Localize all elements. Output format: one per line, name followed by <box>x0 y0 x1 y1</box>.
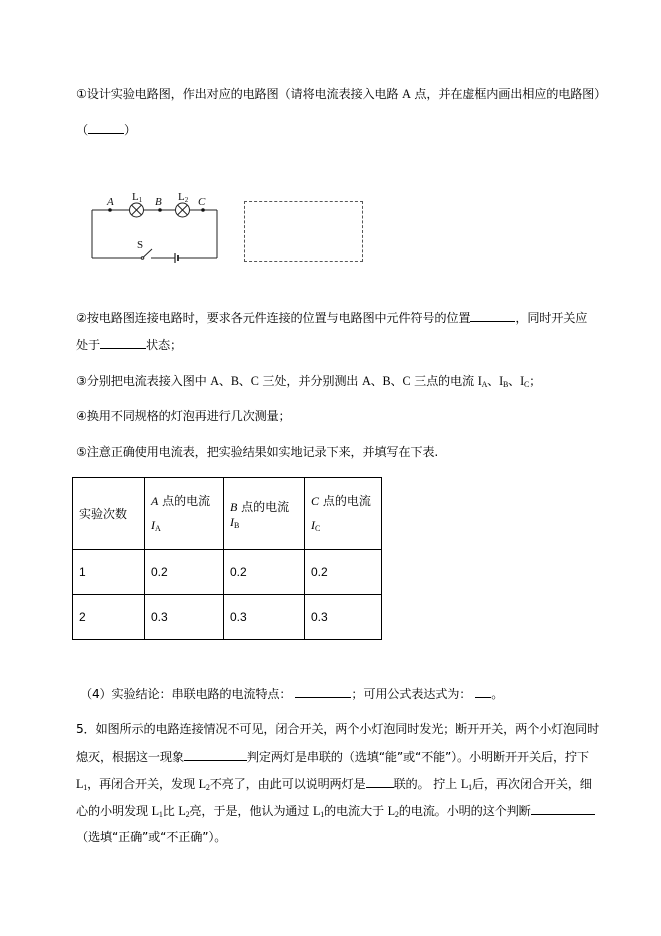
step3-points-1: A、B、C <box>210 374 259 388</box>
sep: 、 <box>487 374 500 388</box>
cell-ib: 0.2 <box>224 550 305 595</box>
label-l2 <box>178 191 189 204</box>
header-current-a <box>145 478 224 550</box>
step2-text: ②按电路图连接电路时，要求各元件连接的位置与电路图中元件符号的位置 <box>76 311 471 325</box>
conclusion-line <box>80 685 503 702</box>
header-current-c <box>305 478 382 550</box>
label-l2-letter: L <box>178 191 185 203</box>
sub-1: 1 <box>83 783 88 792</box>
q5-text-h: 比 <box>162 804 179 818</box>
conclusion-characteristic-blank[interactable] <box>295 685 351 698</box>
step5-instruction: ⑤注意正确使用电流表，把实验结果如实地记录下来，并填写在下表. <box>76 445 439 459</box>
step1-answer-line <box>76 121 136 138</box>
header-c-i: I <box>311 517 315 532</box>
step1-text: ①设计实验电路图，作出对应的电路图（请将电流表接入电路 <box>76 87 403 101</box>
header-a-point: A <box>151 493 159 508</box>
step2-switch-state-blank[interactable] <box>100 336 146 349</box>
q5-text-c: ，再闭合开关，发现 <box>87 777 199 791</box>
header-b-sub: B <box>234 520 240 530</box>
conclusion-formula-blank[interactable] <box>475 685 491 698</box>
sub-2: 2 <box>394 810 399 819</box>
cell-ic: 0.2 <box>305 550 382 595</box>
label-s: S <box>137 239 144 251</box>
cell-ia: 0.3 <box>145 595 224 640</box>
q5-line5: （选填“正确”或“不正确”）。 <box>76 830 227 844</box>
q5-text-i: 亮，于是，他认为通过 <box>189 804 313 818</box>
conclusion-text-b: ；可用公式表达式为： <box>351 687 472 701</box>
q5-text-j: 的电流大于 <box>324 804 388 818</box>
q5-can-cannot-blank[interactable] <box>184 748 247 761</box>
step2-line1 <box>76 309 587 326</box>
step2-position-blank[interactable] <box>470 309 515 322</box>
header-current-b <box>224 478 305 550</box>
q5-text-k: 的电流。小明的这个判断 <box>398 804 531 818</box>
lamp-l1-ref: L <box>151 804 159 818</box>
step1-text-end: 点，并在虚框内画出相应的电路图） <box>410 87 607 101</box>
label-l2-sub: 2 <box>184 196 189 204</box>
header-a-text: 点的电流 <box>158 493 211 508</box>
step4-instruction: ④换用不同规格的灯泡再进行几次测量； <box>76 409 291 423</box>
step2-text-c: 处于 <box>76 338 100 352</box>
sub-2: 2 <box>185 810 190 819</box>
battery-icon <box>175 253 178 263</box>
drawing-area-dashed-box[interactable] <box>244 201 363 262</box>
q5-text-d: 不亮了，由此可以说明两灯是 <box>209 777 366 791</box>
label-l1 <box>132 191 143 204</box>
step3-text-c: 三点的电流 <box>410 374 478 388</box>
header-b-i: I <box>230 514 234 529</box>
lamp-l2-ref: L <box>178 804 186 818</box>
table-row <box>73 550 382 595</box>
label-l1-sub: 1 <box>138 196 143 204</box>
header-b-point: B <box>230 499 238 514</box>
step2-text-d: 状态； <box>145 338 182 352</box>
step2-text-b: ，同时开关应 <box>515 311 588 325</box>
sub-a: A <box>481 380 488 389</box>
lamp-l2-ref: L <box>387 804 395 818</box>
series-circuit-diagram <box>80 186 225 270</box>
node-c-dot <box>201 208 205 212</box>
header-a-sub: A <box>155 523 161 533</box>
header-c-point: C <box>311 493 320 508</box>
table-row <box>73 595 382 640</box>
cell-ic: 0.3 <box>305 595 382 640</box>
label-c: C <box>198 196 206 208</box>
lamp-l2-icon <box>176 203 190 217</box>
q5-line2 <box>76 748 589 765</box>
step2-line2 <box>76 336 182 353</box>
header-c-sub: C <box>315 523 321 533</box>
step3-end: ； <box>529 374 542 388</box>
cell-ia: 0.2 <box>145 550 224 595</box>
header-trial-count: 实验次数 <box>73 478 145 550</box>
sub-b: B <box>503 380 509 389</box>
q5-text-a: 熄灭，根据这一现象 <box>76 750 184 764</box>
label-l1-letter: L <box>132 191 139 203</box>
sub-2: 2 <box>205 783 210 792</box>
label-b: B <box>155 196 162 208</box>
paren-close: ） <box>124 123 136 137</box>
q5-connection-type-blank[interactable] <box>366 775 394 788</box>
conclusion-text-a: （4）实验结论：串联电路的电流特点： <box>80 687 292 701</box>
current-ia: I <box>477 374 482 388</box>
node-b-dot <box>158 208 162 212</box>
lamp-l1-ref: L <box>460 777 469 791</box>
lamp-l1-icon <box>130 203 144 217</box>
sub-1: 1 <box>320 810 325 819</box>
sub-1: 1 <box>158 810 163 819</box>
q5-line4 <box>76 802 595 823</box>
point-a-label: A <box>402 87 411 101</box>
paren-open: （ <box>76 123 88 137</box>
step1-instruction <box>76 86 606 102</box>
header-b-text: 点的电流 <box>237 499 290 514</box>
q5-text-f: 后，再次闭合开关，细 <box>471 777 592 791</box>
step3-instruction <box>76 373 541 393</box>
sub-c: C <box>524 380 530 389</box>
lamp-l1-ref: L <box>76 777 84 791</box>
sep: 、 <box>508 374 521 388</box>
table-header-row <box>73 478 382 550</box>
q5-text-b: 判定两灯是串联的（选填“能”或“不能”）。小明断开开关后，拧下 <box>246 750 589 764</box>
q5-line1: 5．如图所示的电路连接情况不可见，闭合开关，两个小灯泡同时发光；断开开关，两个小灯泡同时 <box>76 722 600 736</box>
label-a: A <box>107 196 114 208</box>
node-a-dot <box>108 208 112 212</box>
step1-answer-blank[interactable] <box>88 121 124 134</box>
q5-text-g: 心的小明发现 <box>76 804 152 818</box>
cell-ib: 0.3 <box>224 595 305 640</box>
sub-1: 1 <box>468 783 472 792</box>
current-ib: I <box>499 374 503 388</box>
q5-line3 <box>76 775 592 796</box>
header-c-text: 点的电流 <box>319 493 371 508</box>
current-ic: I <box>520 374 524 388</box>
header-a-i: I <box>151 517 155 532</box>
cell-trial: 1 <box>73 550 145 595</box>
step3-points-2: A、B、C <box>361 374 411 388</box>
cell-trial: 2 <box>73 595 145 640</box>
lamp-l1-ref: L <box>312 804 321 818</box>
step3-text-a: ③分别把电流表接入图中 <box>76 374 211 388</box>
results-table <box>72 477 382 640</box>
conclusion-text-c: 。 <box>491 687 504 701</box>
q5-text-e: 联的。 拧上 <box>393 777 461 791</box>
lamp-l2-ref: L <box>198 777 206 791</box>
step3-text-b: 三处，并分别测出 <box>258 374 362 388</box>
q5-judgement-blank[interactable] <box>531 802 595 815</box>
